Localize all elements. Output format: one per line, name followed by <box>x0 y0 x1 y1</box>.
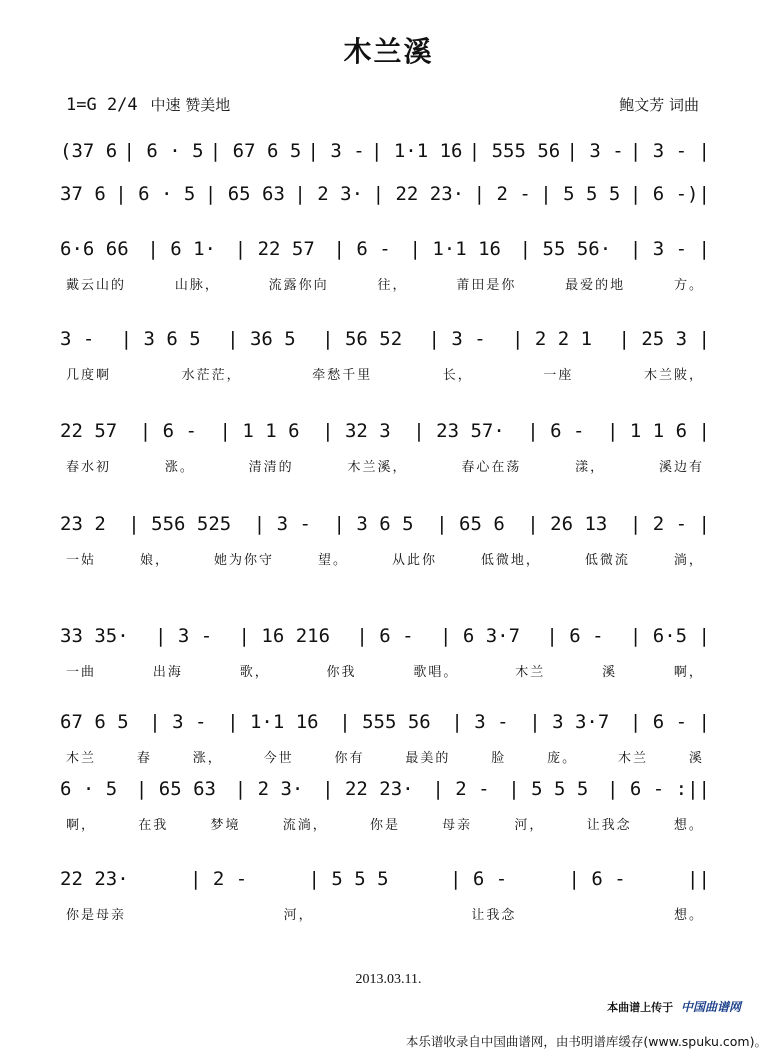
composer-credit: 鲍文芳 词曲 <box>619 96 699 114</box>
lyric-word: 娘， <box>139 553 170 568</box>
lyric-word: 往， <box>377 278 408 293</box>
measure: | 5 5 5 <box>308 868 389 890</box>
measure: | 22 57 <box>234 238 315 260</box>
score-system <box>60 860 710 926</box>
measure: | 23 57· <box>413 420 505 442</box>
measure: | 556 525 <box>128 513 232 535</box>
score-system <box>60 132 710 162</box>
notation-line <box>60 703 710 733</box>
score-system <box>60 703 710 769</box>
lyric-word: 她为你守 <box>213 553 274 568</box>
notation-line <box>60 175 710 205</box>
lyric-word: 你是 <box>369 818 400 833</box>
notation-line <box>60 320 710 350</box>
upload-note <box>607 998 741 1015</box>
measure: | 3 - <box>428 328 486 350</box>
song-title: 木兰溪 <box>343 35 434 68</box>
notation-line <box>60 505 710 535</box>
lyric-word: 长， <box>442 368 473 383</box>
measure: | 6 - <box>527 420 585 442</box>
measure: | 3 - <box>566 140 624 162</box>
notation-line <box>60 860 710 890</box>
lyric-word: 方。 <box>673 278 704 293</box>
measure: | 22 23· <box>372 183 465 205</box>
lyric-word: 溪 <box>602 665 618 680</box>
lyric-word: 涨。 <box>164 460 195 475</box>
measure: | 6 -)| <box>629 183 710 205</box>
lyric-word: 莆田是你 <box>456 278 517 293</box>
score-system <box>60 320 710 386</box>
measure: 3 - <box>60 328 95 350</box>
measure: | 36 5 <box>227 328 296 350</box>
measure: | 3 - <box>154 625 213 647</box>
measure: | 3 3·7 <box>529 711 610 733</box>
measure: | 6 3·7 <box>439 625 521 647</box>
lyric-word: 木兰溪， <box>347 460 408 475</box>
lyric-line <box>60 814 710 836</box>
tempo-marking: 中速 赞美地 <box>150 96 231 114</box>
measure: | 65 6 <box>436 513 505 535</box>
lyric-word: 山脉， <box>174 278 220 293</box>
measure: | 6 - <box>139 420 197 442</box>
lyric-line <box>60 747 710 769</box>
score-header-left <box>66 94 230 115</box>
measure: | 3 6 5 <box>120 328 201 350</box>
measure: | 1·1 16 <box>409 238 501 260</box>
lyric-word: 出海 <box>152 665 183 680</box>
score-date: 2013.03.11. <box>355 972 422 987</box>
measure: | 3 - <box>451 711 509 733</box>
score-system <box>60 617 710 683</box>
measure: | 67 6 5 <box>209 140 302 162</box>
measure: | 6 - <box>546 625 604 647</box>
lyric-word: 一姑 <box>66 553 97 568</box>
measure: | 2 - <box>473 183 531 205</box>
lyric-word: 望。 <box>317 553 348 568</box>
lyric-word: 一座 <box>543 368 574 383</box>
lyric-word: 木兰陂， <box>643 368 704 383</box>
measure: | 65 63 <box>135 778 216 800</box>
lyric-word: 木兰 <box>515 665 546 680</box>
measure: | 2 2 1 <box>512 328 593 350</box>
measure: | 6 - :|| <box>607 778 710 800</box>
measure: | 22 23· <box>322 778 414 800</box>
notation-line <box>60 617 710 647</box>
measure: | 2 3· <box>234 778 304 800</box>
measure: | 32 3 <box>322 420 391 442</box>
lyric-word: 淌， <box>673 553 704 568</box>
measure: | 6·5 | <box>629 625 710 647</box>
lyric-line <box>60 904 710 926</box>
lyric-word: 歌唱。 <box>413 665 459 680</box>
score-system <box>60 175 710 205</box>
lyric-word: 清清的 <box>248 460 294 475</box>
measure: | 2 - <box>432 778 490 800</box>
lyric-line <box>60 661 710 683</box>
measure: || <box>687 868 710 890</box>
lyric-word: 溪 <box>688 751 704 766</box>
measure: 22 57 <box>60 420 118 442</box>
lyric-word: 流露你向 <box>268 278 329 293</box>
measure: | 2 - <box>189 868 248 890</box>
score-system <box>60 505 710 571</box>
measure: | 65 63 <box>204 183 285 205</box>
lyric-line <box>60 456 710 478</box>
measure: | 6 - <box>333 238 391 260</box>
lyric-word: 春心在荡 <box>461 460 522 475</box>
lyric-word: 春水初 <box>66 460 112 475</box>
measure: | 6 - <box>568 868 626 890</box>
measure: | 3 - <box>253 513 311 535</box>
lyric-word: 最爱的地 <box>565 278 626 293</box>
lyric-word: 戴云山的 <box>66 278 127 293</box>
measure: | 6 · 5 <box>123 140 204 162</box>
measure: | 6 1· <box>147 238 216 260</box>
lyric-word: 溪边有 <box>658 460 704 475</box>
score-system <box>60 770 710 836</box>
measure: | 16 216 <box>238 625 331 647</box>
measure: 23 2 <box>60 513 106 535</box>
lyric-word: 你是母亲 <box>66 908 127 923</box>
measure: (37 6 <box>60 140 118 162</box>
measure: | 5 5 5 <box>508 778 589 800</box>
measure: 37 6 <box>60 183 106 205</box>
measure: | 555 56 <box>339 711 431 733</box>
measure: | 6 - | <box>629 711 710 733</box>
lyric-line <box>60 364 710 386</box>
measure: | 1 1 6 <box>219 420 300 442</box>
measure: | 555 56 <box>468 140 561 162</box>
lyric-line <box>60 549 710 571</box>
notation-line <box>60 770 710 800</box>
lyric-word: 流淌， <box>282 818 328 833</box>
lyric-word: 低微流 <box>584 553 630 568</box>
lyric-word: 脸 <box>491 751 507 766</box>
measure: | 1·1 16 <box>227 711 319 733</box>
measure: | 3 6 5 <box>333 513 414 535</box>
lyric-word: 啊， <box>66 818 97 833</box>
measure: | 26 13 <box>527 513 608 535</box>
measure: 33 35· <box>60 625 129 647</box>
lyric-word: 木兰 <box>618 751 649 766</box>
lyric-word: 水茫茫， <box>181 368 242 383</box>
measure: 6 · 5 <box>60 778 118 800</box>
lyric-word: 木兰 <box>66 751 97 766</box>
lyric-word: 你我 <box>326 665 357 680</box>
lyric-word: 从此你 <box>391 553 437 568</box>
measure: 6·6 66 <box>60 238 129 260</box>
measure: | 1 1 6 | <box>607 420 710 442</box>
measure: 22 23· <box>60 868 129 890</box>
measure: | 6 - <box>356 625 414 647</box>
lyric-word: 让我念 <box>471 908 517 923</box>
lyric-word: 想。 <box>673 818 704 833</box>
measure: | 2 3· <box>294 183 364 205</box>
score-system <box>60 230 710 296</box>
measure: | 55 56· <box>519 238 612 260</box>
lyric-word: 梦境 <box>210 818 241 833</box>
measure: | 25 3 | <box>618 328 710 350</box>
measure: 67 6 5 <box>60 711 129 733</box>
lyric-word: 牵愁千里 <box>312 368 373 383</box>
lyric-word: 今世 <box>263 751 294 766</box>
measure: | 3 - <box>307 140 365 162</box>
lyric-word: 最美的 <box>405 751 451 766</box>
lyric-word: 啊， <box>673 665 704 680</box>
measure: | 1·1 16 <box>370 140 463 162</box>
lyric-word: 漾， <box>575 460 606 475</box>
measure: | 3 - <box>149 711 207 733</box>
upload-text: 本曲谱上传于 <box>607 1001 674 1014</box>
notation-line <box>60 132 710 162</box>
lyric-word: 歌， <box>239 665 270 680</box>
lyric-word: 低微地， <box>480 553 541 568</box>
lyric-word: 河， <box>283 908 314 923</box>
notation-line <box>60 412 710 442</box>
measure: | 6 - <box>449 868 508 890</box>
lyric-line <box>60 274 710 296</box>
measure: | 3 - | <box>629 238 710 260</box>
lyric-word: 让我念 <box>586 818 632 833</box>
lyric-word: 庞。 <box>547 751 578 766</box>
lyric-word: 一曲 <box>66 665 97 680</box>
lyric-word: 想。 <box>673 908 704 923</box>
lyric-word: 涨， <box>192 751 223 766</box>
measure: | 6 · 5 <box>115 183 196 205</box>
site-logo: 中国曲谱网 <box>680 1000 741 1014</box>
lyric-word: 几度啊 <box>66 368 112 383</box>
measure: | 5 5 5 <box>540 183 621 205</box>
key-meter: 1=G 2/4 <box>66 95 138 115</box>
measure: | 3 - | <box>629 140 710 162</box>
lyric-word: 母亲 <box>442 818 473 833</box>
score-system <box>60 412 710 478</box>
footer-note: 本乐谱收录自中国曲谱网，由书明谱库缓存(www.spuku.com)。 <box>405 1034 767 1049</box>
lyric-word: 你有 <box>334 751 365 766</box>
notation-line <box>60 230 710 260</box>
lyric-word: 春 <box>136 751 152 766</box>
measure: | 2 - | <box>629 513 710 535</box>
measure: | 56 52 <box>322 328 403 350</box>
lyric-word: 在我 <box>138 818 169 833</box>
lyric-word: 河， <box>514 818 545 833</box>
